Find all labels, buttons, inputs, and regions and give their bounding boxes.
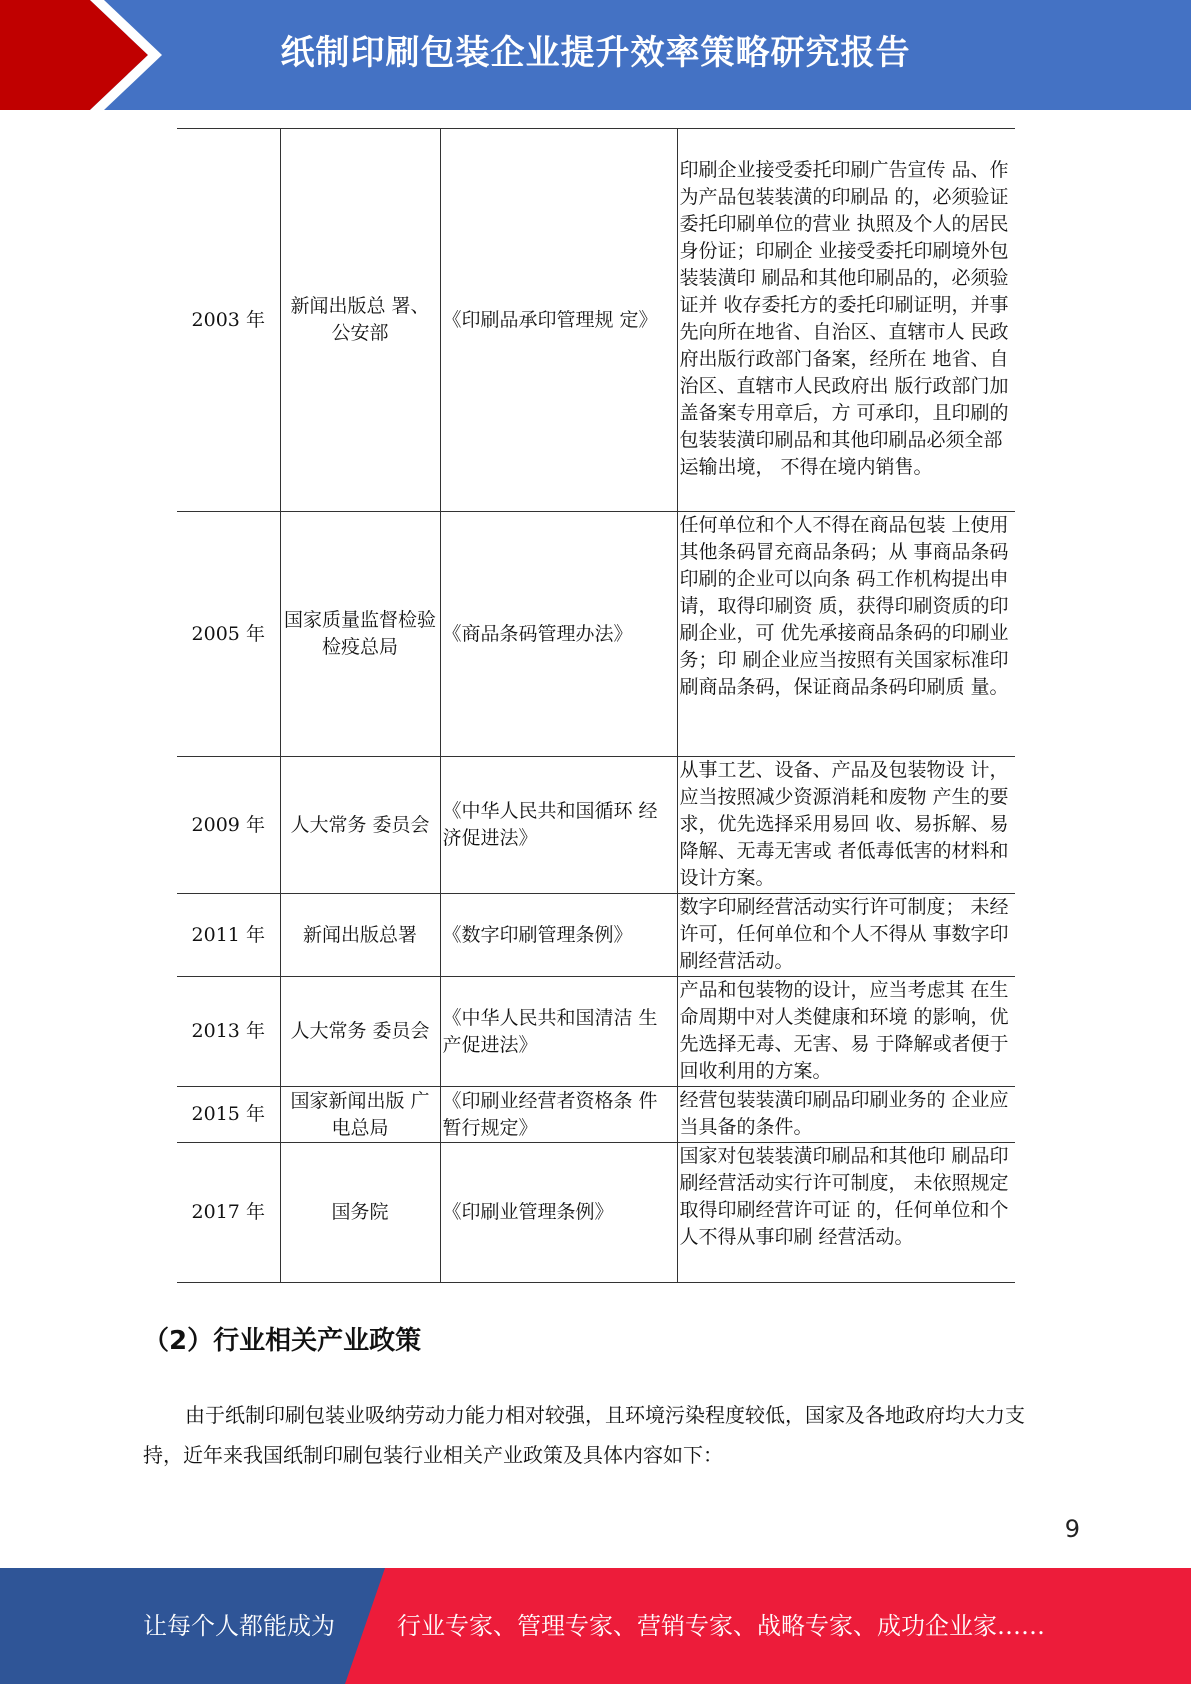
department-cell: 国务院 <box>280 1143 440 1283</box>
table-row <box>177 512 1015 757</box>
table-row <box>177 894 1015 977</box>
department-cell: 新闻出版总署 <box>280 894 440 977</box>
table-row <box>177 757 1015 894</box>
department-cell: 国家新闻出版 广电总局 <box>280 1087 440 1143</box>
law-cell: 《中华人民共和国循环 经济促进法》 <box>440 757 677 894</box>
footer-slogan-left: 让每个人都能成为 <box>143 1612 335 1640</box>
law-cell: 《数字印刷管理条例》 <box>440 894 677 977</box>
year-cell: 2009 年 <box>177 757 280 894</box>
table-row <box>177 1087 1015 1143</box>
department-cell: 人大常务 委员会 <box>280 757 440 894</box>
content-cell: 数字印刷经营活动实行许可制度； 未经许可，任何单位和个人不得从 事数字印刷经营活动。 <box>677 894 1015 977</box>
law-cell: 《商品条码管理办法》 <box>440 512 677 757</box>
content-cell: 产品和包装物的设计，应当考虑其 在生命周期中对人类健康和环境 的影响，优先选择无毒、无害、易 于降解或者便于回收利用的方案。 <box>677 977 1015 1087</box>
year-cell: 2013 年 <box>177 977 280 1087</box>
page-header <box>0 0 1191 110</box>
law-cell: 《中华人民共和国清洁 生产促进法》 <box>440 977 677 1087</box>
year-cell: 2017 年 <box>177 1143 280 1283</box>
table-row <box>177 977 1015 1087</box>
year-cell: 2011 年 <box>177 894 280 977</box>
content-cell: 国家对包装装潢印刷品和其他印 刷品印刷经营活动实行许可制度， 未依照规定取得印刷经营许可证 的，任何单位和个人不得从事印刷 经营活动。 <box>677 1143 1015 1283</box>
content-cell: 经营包装装潢印刷品印刷业务的 企业应当具备的条件。 <box>677 1087 1015 1143</box>
table-row <box>177 1143 1015 1283</box>
policy-table <box>177 128 1015 1283</box>
content-cell: 从事工艺、设备、产品及包装物设 计，应当按照减少资源消耗和废物 产生的要求，优先选择采用易回 收、易拆解、易降解、无毒无害或 者低毒低害的材料和设计方案。 <box>677 757 1015 894</box>
content-cell: 印刷企业接受委托印刷广告宣传 品、作为产品包装装潢的印刷品 的，必须验证委托印刷单位的营业 执照及个人的居民身份证；印刷企 业接受委托印刷境外包装装潢印 刷品和其他印刷品的，必须验证并 收存委托方的委托印刷证明，并事 先向所在地省、自治区、直辖市人 民政府出版行政部门备案，经所在 地省、自治区、直辖市人民政府出 版行政部门加盖备案专用章后，方 可承印，且印刷的包装装潢印刷品和其他印刷品必须全部运输出境， 不得在境内销售。 <box>677 129 1015 512</box>
section-heading: （2）行业相关产业政策 <box>143 1326 422 1356</box>
year-cell: 2015 年 <box>177 1087 280 1143</box>
table-row <box>177 129 1015 512</box>
law-cell: 《印刷业经营者资格条 件暂行规定》 <box>440 1087 677 1143</box>
body-paragraph: 由于纸制印刷包装业吸纳劳动力能力相对较强，且环境污染程度较低，国家及各地政府均大力支持，近年来我国纸制印刷包装行业相关产业政策及具体内容如下： <box>143 1403 1025 1467</box>
year-cell: 2003 年 <box>177 129 280 512</box>
department-cell: 人大常务 委员会 <box>280 977 440 1087</box>
report-title: 纸制印刷包装企业提升效率策略研究报告 <box>280 33 911 73</box>
page-number: 9 <box>1064 1515 1080 1543</box>
department-cell: 国家质量监督检验检疫总局 <box>280 512 440 757</box>
footer-slogan-right: 行业专家、管理专家、营销专家、战略专家、成功企业家…… <box>397 1612 1045 1640</box>
law-cell: 《印刷品承印管理规 定》 <box>440 129 677 512</box>
department-cell: 新闻出版总 署、公安部 <box>280 129 440 512</box>
page-footer <box>0 1568 1191 1684</box>
year-cell: 2005 年 <box>177 512 280 757</box>
law-cell: 《印刷业管理条例》 <box>440 1143 677 1283</box>
content-cell: 任何单位和个人不得在商品包装 上使用其他条码冒充商品条码；从 事商品条码印刷的企业可以向条 码工作机构提出申请，取得印刷资 质，获得印刷资质的印刷企业，可 优先承接商品条码的印刷业务；印 刷企业应当按照有关国家标准印 刷商品条码，保证商品条码印刷质 量。 <box>677 512 1015 757</box>
